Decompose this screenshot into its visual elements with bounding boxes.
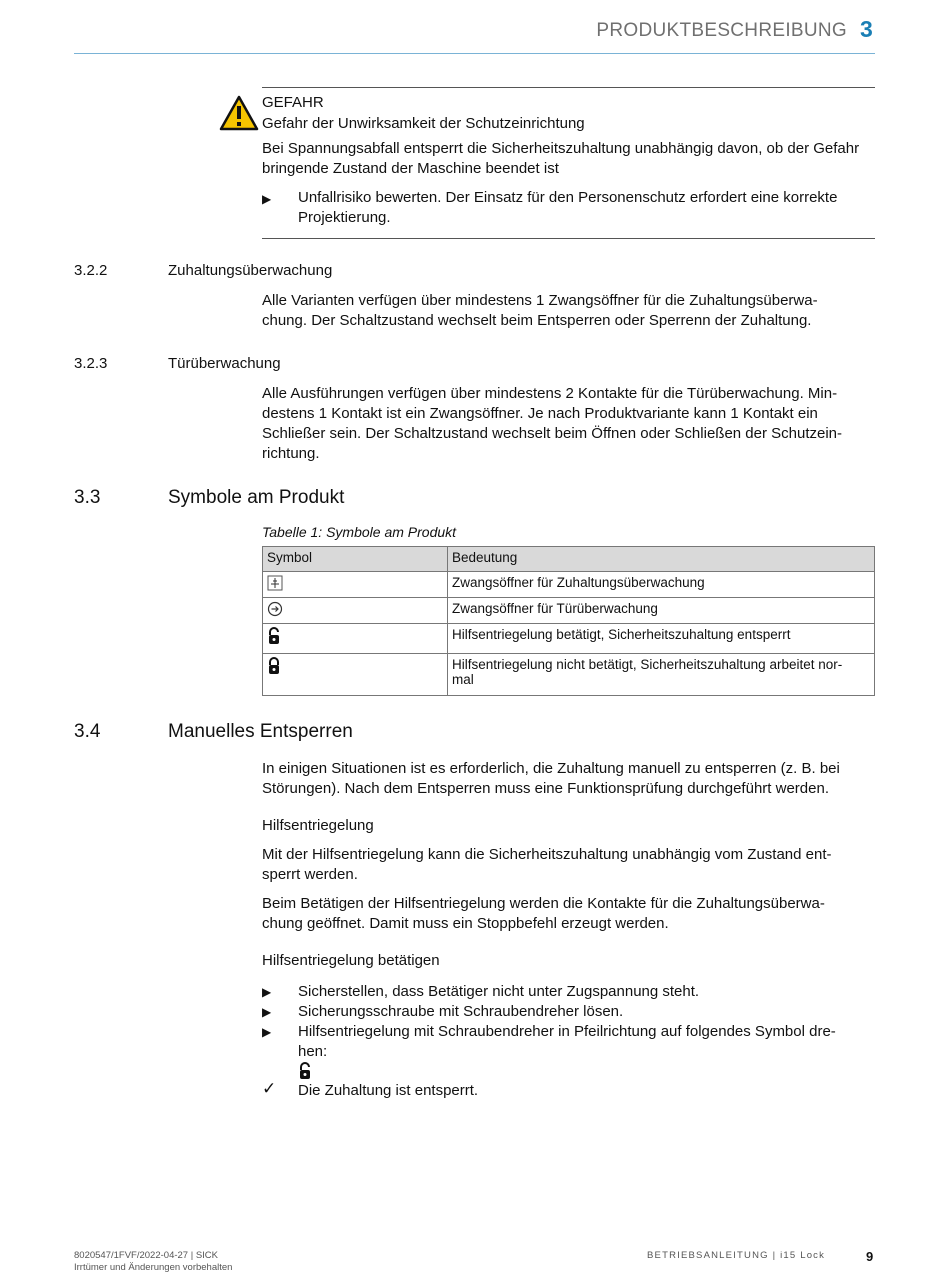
symbols-table (262, 546, 875, 696)
sec34-p1-line-1: In einigen Situationen ist es erforderlich, die Zuhaltung manuell zu entsperren (z. B. bei (262, 760, 840, 777)
meaning-cell (448, 654, 875, 696)
subheading-hilfsentriegelung: Hilfsentriegelung (262, 817, 374, 834)
section-number-34: 3.4 (74, 721, 101, 742)
checkmark-icon: ✓ (262, 1079, 277, 1098)
warning-subtitle: Gefahr der Unwirksamkeit der Schutzeinrichtung (262, 115, 585, 132)
locked-padlock-icon (267, 657, 281, 675)
page-number: 9 (866, 1249, 874, 1264)
sec34-p3-line-2: chung geöffnet. Damit muss ein Stoppbefehl erzeugt werden. (262, 915, 669, 932)
unlocked-padlock-icon (267, 627, 281, 645)
warning-triangle-icon (219, 95, 259, 131)
warning-text: Bei Spannungsabfall entsperrt die Sicherheitszuhaltung unabhängig davon, ob der Gefahr bringende Zustand der Maschine beendet ist (262, 140, 860, 177)
sec323-line-3: Schließer sein. Der Schaltzustand wechselt beim Öffnen oder Schließen der Schutzein- (262, 425, 843, 442)
forced-opening-contact-icon (267, 575, 283, 591)
unlocked-padlock-icon (298, 1062, 312, 1080)
warning-label: GEFAHR (262, 94, 324, 111)
section-title-33: Symbole am Produkt (168, 487, 345, 508)
meaning-cell: Hilfsentriegelung betätigt, Sicherheitszuhaltung entsperrt (448, 624, 875, 654)
section-number-33: 3.3 (74, 487, 101, 508)
col-header-meaning: Bedeutung (448, 547, 875, 572)
table-row (263, 572, 875, 598)
symbol-cell (263, 572, 448, 598)
step-1: Sicherstellen, dass Betätiger nicht unter Zugspannung steht. (298, 983, 700, 1000)
sec322-line-1: Alle Varianten verfügen über mindestens 1 Zwangsöffner für die Zuhaltungsüberwa- (262, 292, 818, 309)
step-2: Sicherungsschraube mit Schraubendreher lösen. (298, 1003, 624, 1020)
running-header-title: PRODUKTBESCHREIBUNG (596, 20, 847, 41)
meaning-cell: Zwangsöffner für Türüberwachung (448, 598, 875, 624)
meaning-line: Hilfsentriegelung nicht betätigt, Sicherheitszuhaltung arbeitet nor- (452, 657, 843, 672)
bullet-arrow-icon: ▶ (262, 1025, 272, 1039)
bullet-arrow-icon: ▶ (262, 985, 272, 999)
subheading-betaetigen: Hilfsentriegelung betätigen (262, 952, 440, 969)
footer-manual-title: BETRIEBSANLEITUNG | i15 Lock (647, 1250, 826, 1261)
section-number-323: 3.2.3 (74, 355, 108, 372)
warning-bullet-line-2: Projektierung. (298, 209, 391, 226)
step-3-line-2: hen: (298, 1043, 328, 1060)
table-header-row (263, 547, 875, 572)
symbol-cell (263, 598, 448, 624)
table-row (263, 624, 875, 654)
section-title-323: Türüberwachung (168, 355, 281, 372)
sec323-line-4: richtung. (262, 445, 320, 462)
bullet-arrow-icon: ▶ (262, 192, 272, 206)
meaning-cell: Zwangsöffner für Zuhaltungsüberwachung (448, 572, 875, 598)
sec323-line-2: destens 1 Kontakt ist ein Zwangsöffner. Je nach Produktvariante kann 1 Kontakt ein (262, 405, 818, 422)
section-title-322: Zuhaltungsüberwachung (168, 262, 333, 279)
warning-top-rule (262, 87, 875, 88)
meaning-line: mal (452, 672, 474, 687)
circle-arrow-icon (267, 601, 283, 617)
chapter-number: 3 (860, 16, 873, 42)
footer-disclaimer: Irrtümer und Änderungen vorbehalten (74, 1262, 233, 1273)
col-header-symbol: Symbol (263, 547, 448, 572)
sec323-line-1: Alle Ausführungen verfügen über mindestens 2 Kontakte für die Türüberwachung. Min- (262, 385, 838, 402)
footer-doc-info (74, 1250, 232, 1274)
table-row (263, 598, 875, 624)
section-title-34: Manuelles Entsperren (168, 721, 353, 742)
footer-doc-number: 8020547/1FVF/2022-04-27 | SICK (74, 1250, 219, 1261)
symbol-cell (263, 654, 448, 696)
section-number-322: 3.2.2 (74, 262, 108, 279)
table-row (263, 654, 875, 696)
result-text: Die Zuhaltung ist entsperrt. (298, 1082, 479, 1099)
step-3-line-1: Hilfsentriegelung mit Schraubendreher in Pfeilrichtung auf folgendes Symbol dre- (298, 1023, 836, 1040)
sec34-p1-line-2: Störungen). Nach dem Entsperren muss eine Funktionsprüfung durchgeführt werden. (262, 780, 829, 797)
symbol-cell (263, 624, 448, 654)
header-divider (74, 53, 875, 54)
bullet-arrow-icon: ▶ (262, 1005, 272, 1019)
sec34-p2-line-1: Mit der Hilfsentriegelung kann die Sicherheitszuhaltung unabhängig vom Zustand ent- (262, 846, 832, 863)
sec34-p2-line-2: sperrt werden. (262, 866, 358, 883)
sec34-p3-line-1: Beim Betätigen der Hilfsentriegelung werden die Kontakte für die Zuhaltungsüberwa- (262, 895, 825, 912)
warning-bottom-rule (262, 238, 875, 239)
warning-bullet-line-1: Unfallrisiko bewerten. Der Einsatz für den Personenschutz erfordert eine korrekte (298, 189, 838, 206)
sec322-line-2: chung. Der Schaltzustand wechselt beim Entsperren oder Sperrenn der Zuhaltung. (262, 312, 812, 329)
table-caption: Tabelle 1: Symbole am Produkt (262, 524, 457, 540)
